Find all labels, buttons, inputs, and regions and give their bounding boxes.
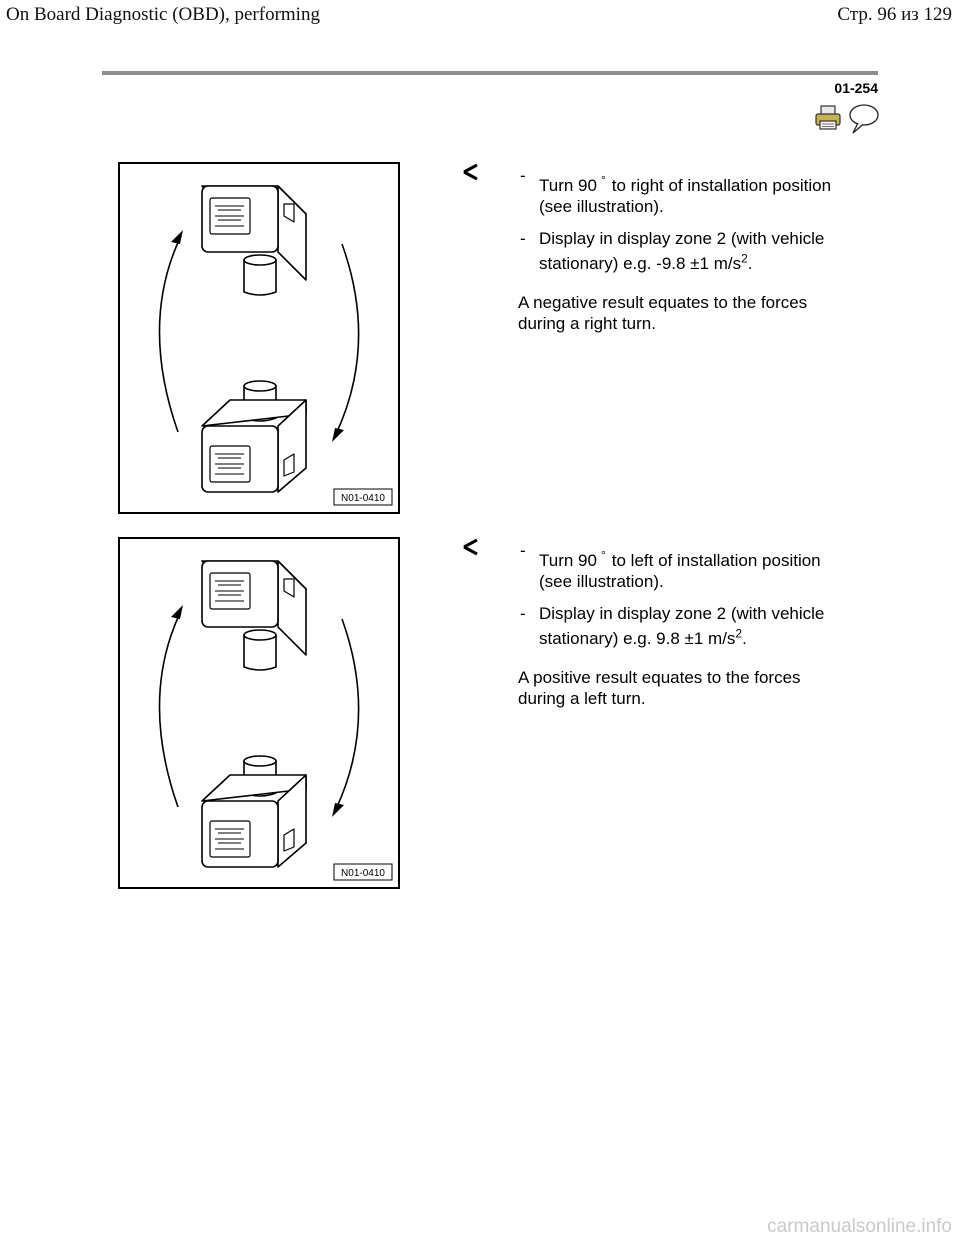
step-dash: -	[520, 166, 526, 185]
rotation-arrow-left	[159, 230, 183, 432]
step-dash: -	[520, 541, 526, 560]
speech-bubble-icon[interactable]	[846, 102, 880, 136]
watermark-footer: carmanualsonline.info	[767, 1216, 952, 1237]
figure-label: N01-0410	[341, 868, 385, 879]
page-number: 01-254	[834, 80, 878, 96]
page-counter: Стр. 96 из 129	[837, 4, 952, 25]
sensor-rotation-illustration-right	[118, 162, 400, 514]
step-turn-right: - Turn 90 ° to right of installation position (see illustration).	[520, 166, 832, 216]
step-display-value: - Display in display zone 2 (with vehicle stationary) e.g. 9.8 ±1 $m/s^2$.	[520, 604, 825, 648]
figure-label: N01-0410	[341, 493, 385, 504]
rotation-arrow-right	[332, 244, 359, 442]
result-note: A positive result equates to the forces during a left turn.	[518, 668, 801, 708]
instruction-block-left	[518, 541, 878, 709]
step-display-value: - Display in display zone 2 (with vehicle stationary) e.g. -9.8 ±1 $m/s^2$.	[520, 229, 825, 273]
sensor-upper-drawing	[202, 561, 306, 670]
sensor-lower-drawing	[202, 756, 306, 867]
rotation-arrow-right	[332, 619, 359, 817]
header-rule	[102, 71, 878, 75]
printer-icon[interactable]	[814, 105, 842, 131]
arrow-marker-icon	[462, 538, 480, 556]
sensor-rotation-illustration-left	[118, 537, 400, 889]
step-dash: -	[520, 604, 526, 623]
result-note: A negative result equates to the forces during a right turn.	[518, 293, 808, 333]
instruction-block-right	[518, 166, 878, 334]
sensor-upper-drawing	[202, 186, 306, 295]
rotation-arrow-left	[159, 605, 183, 807]
sensor-lower-drawing	[202, 381, 306, 492]
step-dash: -	[520, 229, 526, 248]
document-title: On Board Diagnostic (OBD), performing	[6, 4, 320, 25]
step-turn-left: - Turn 90 ° to left of installation position (see illustration).	[520, 541, 821, 591]
arrow-marker-icon	[462, 163, 480, 181]
